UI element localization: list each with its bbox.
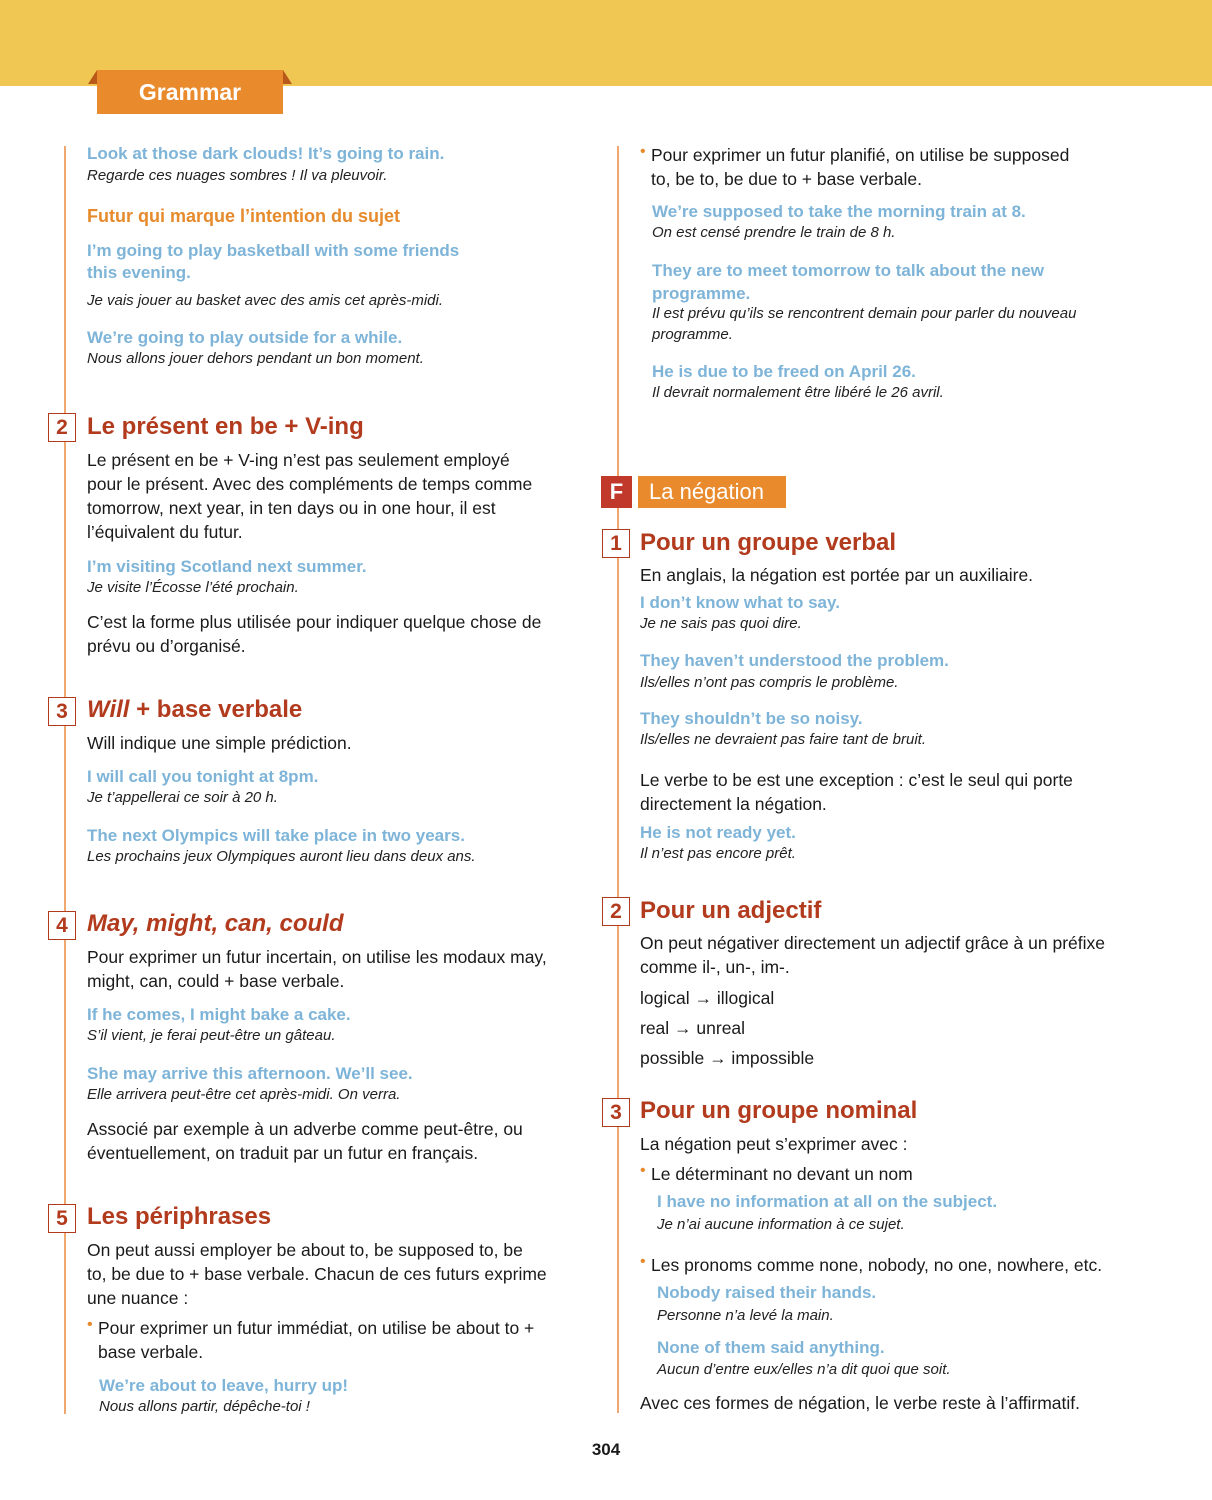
example-french: Elle arrivera peut-être cet après-midi. On verra.	[87, 1086, 401, 1103]
example-french: S’il vient, je ferai peut-être un gâteau.	[87, 1027, 336, 1044]
example-french: Je visite l’Écosse l’été prochain.	[87, 579, 299, 596]
example-english: They haven’t understood the problem.	[640, 651, 949, 670]
body-text: l’équivalent du futur.	[87, 522, 243, 542]
example-french: Nous allons jouer dehors pendant un bon moment.	[87, 350, 424, 367]
prefix-example: real → unreal	[640, 1018, 746, 1038]
section-number: 4	[48, 911, 76, 940]
bullet-dot: •	[640, 1253, 646, 1270]
section-title	[87, 696, 302, 724]
section-title: Pour un adjectif	[640, 897, 822, 924]
tab-fold-left	[88, 70, 97, 84]
section-tab-grammar[interactable]: Grammar	[97, 70, 283, 114]
section-number: 3	[48, 697, 76, 726]
body-text: Le verbe to be est une exception : c’est le seul qui porte	[640, 770, 1073, 790]
example-french: programme.	[652, 326, 733, 343]
example-english: programme.	[652, 284, 751, 303]
body-text: Le présent en be + V-ing n’est pas seulement employé	[87, 450, 510, 470]
section-title: Les périphrases	[87, 1203, 272, 1230]
body-text: En anglais, la négation est portée par un auxiliaire.	[640, 565, 1034, 585]
example-french: Il n’est pas encore prêt.	[640, 845, 796, 862]
subheading: Futur qui marque l’intention du sujet	[87, 206, 400, 226]
example-english: He is due to be freed on April 26.	[652, 362, 916, 381]
section-letter: F	[601, 476, 632, 508]
bullet-text: to, be to, be due to + base verbale.	[651, 169, 922, 189]
bullet-dot: •	[87, 1316, 93, 1333]
example-english: None of them said anything.	[657, 1338, 885, 1357]
prefix-example: possible → impossible	[640, 1048, 815, 1068]
example-english: They shouldn’t be so noisy.	[640, 709, 863, 728]
section-number: 1	[602, 529, 630, 558]
example-english: If he comes, I might bake a cake.	[87, 1005, 351, 1024]
section-title: Le présent en be + V-ing	[87, 413, 364, 440]
example-english: Look at those dark clouds! It’s going to rain.	[87, 144, 445, 163]
example-english: The next Olympics will take place in two years.	[87, 826, 465, 845]
bullet-dot: •	[640, 1162, 646, 1179]
section-title: Pour un groupe nominal	[640, 1097, 918, 1124]
body-text: pour le présent. Avec des compléments de temps comme	[87, 474, 533, 494]
section-number: 3	[602, 1098, 630, 1127]
example-french: Je n’ai aucune information à ce sujet.	[657, 1216, 905, 1233]
section-title-rest: + base verbale	[129, 696, 303, 723]
example-english: We’re supposed to take the morning train at 8.	[652, 202, 1026, 221]
example-french: Il est prévu qu’ils se rencontrent demain pour parler du nouveau	[652, 305, 1077, 322]
body-text: might, can, could + base verbale.	[87, 971, 345, 991]
example-english: I’m visiting Scotland next summer.	[87, 557, 367, 576]
section-title: Pour un groupe verbal	[640, 529, 897, 556]
example-french: Je vais jouer au basket avec des amis cet après-midi.	[87, 292, 443, 309]
example-french: Je t’appellerai ce soir à 20 h.	[87, 789, 278, 806]
body-text: to, be due to + base verbale. Chacun de ces futurs exprime	[87, 1264, 547, 1284]
body-text: C’est la forme plus utilisée pour indiquer quelque chose de	[87, 612, 542, 632]
example-french: Ils/elles ne devraient pas faire tant de bruit.	[640, 731, 926, 748]
page-number: 304	[591, 1440, 621, 1459]
example-english: We’re about to leave, hurry up!	[99, 1376, 349, 1395]
section-title: May, might, can, could	[87, 910, 344, 937]
example-english: I don’t know what to say.	[640, 593, 840, 612]
example-french: Les prochains jeux Olympiques auront lieu dans deux ans.	[87, 848, 476, 865]
section-heading-bar: La négation	[638, 476, 786, 508]
right-column-rule-bottom	[617, 508, 619, 1413]
example-english: Nobody raised their hands.	[657, 1283, 877, 1302]
bullet-text: Le déterminant no devant un nom	[651, 1164, 913, 1184]
example-english: We’re going to play outside for a while.	[87, 328, 403, 347]
bullet-text: Pour exprimer un futur immédiat, on utilise be about to +	[98, 1318, 535, 1338]
example-french: Personne n’a levé la main.	[657, 1307, 834, 1324]
body-text: Avec ces formes de négation, le verbe reste à l’affirmatif.	[640, 1393, 1080, 1413]
body-text: Pour exprimer un futur incertain, on utilise les modaux may,	[87, 947, 547, 967]
bullet-dot: •	[640, 143, 646, 160]
section-number: 5	[48, 1204, 76, 1233]
body-text: comme il-, un-, im-.	[640, 957, 790, 977]
body-text: une nuance :	[87, 1288, 189, 1308]
example-english: I will call you tonight at 8pm.	[87, 767, 319, 786]
example-french: Ils/elles n’ont pas compris le problème.	[640, 674, 899, 691]
body-text: Will indique une simple prédiction.	[87, 733, 352, 753]
section-number: 2	[602, 897, 630, 926]
body-text: Associé par exemple à un adverbe comme peut-être, ou	[87, 1119, 523, 1139]
body-text: La négation peut s’exprimer avec :	[640, 1134, 908, 1154]
example-french: Aucun d’entre eux/elles n’a dit quoi que soit.	[657, 1361, 951, 1378]
example-french: Nous allons partir, dépêche-toi !	[99, 1398, 310, 1415]
body-text: On peut négativer directement un adjectif grâce à un préfixe	[640, 933, 1105, 953]
example-english: They are to meet tomorrow to talk about the new	[652, 261, 1044, 280]
example-english: this evening.	[87, 263, 191, 282]
prefix-example: logical → illogical	[640, 988, 775, 1008]
body-text: prévu ou d’organisé.	[87, 636, 246, 656]
tab-fold-right	[283, 70, 292, 84]
example-french: Regarde ces nuages sombres ! Il va pleuvoir.	[87, 167, 388, 184]
bullet-text: base verbale.	[98, 1342, 204, 1362]
body-text: On peut aussi employer be about to, be supposed to, be	[87, 1240, 523, 1260]
example-english: I have no information at all on the subject.	[657, 1192, 998, 1211]
example-english: I’m going to play basketball with some friends	[87, 241, 460, 260]
example-french: On est censé prendre le train de 8 h.	[652, 224, 896, 241]
body-text: tomorrow, next year, in ten days ou in one hour, il est	[87, 498, 496, 518]
bullet-text: Pour exprimer un futur planifié, on utilise be supposed	[651, 145, 1070, 165]
right-column-rule-top	[617, 146, 619, 476]
example-english: He is not ready yet.	[640, 823, 796, 842]
body-text: éventuellement, on traduit par un futur en français.	[87, 1143, 479, 1163]
body-text: directement la négation.	[640, 794, 827, 814]
section-number: 2	[48, 413, 76, 442]
example-french: Je ne sais pas quoi dire.	[640, 615, 802, 632]
bullet-text: Les pronoms comme none, nobody, no one, nowhere, etc.	[651, 1255, 1103, 1275]
section-title-italic: Will	[87, 696, 130, 723]
example-english: She may arrive this afternoon. We’ll see.	[87, 1064, 413, 1083]
example-french: Il devrait normalement être libéré le 26 avril.	[652, 384, 944, 401]
